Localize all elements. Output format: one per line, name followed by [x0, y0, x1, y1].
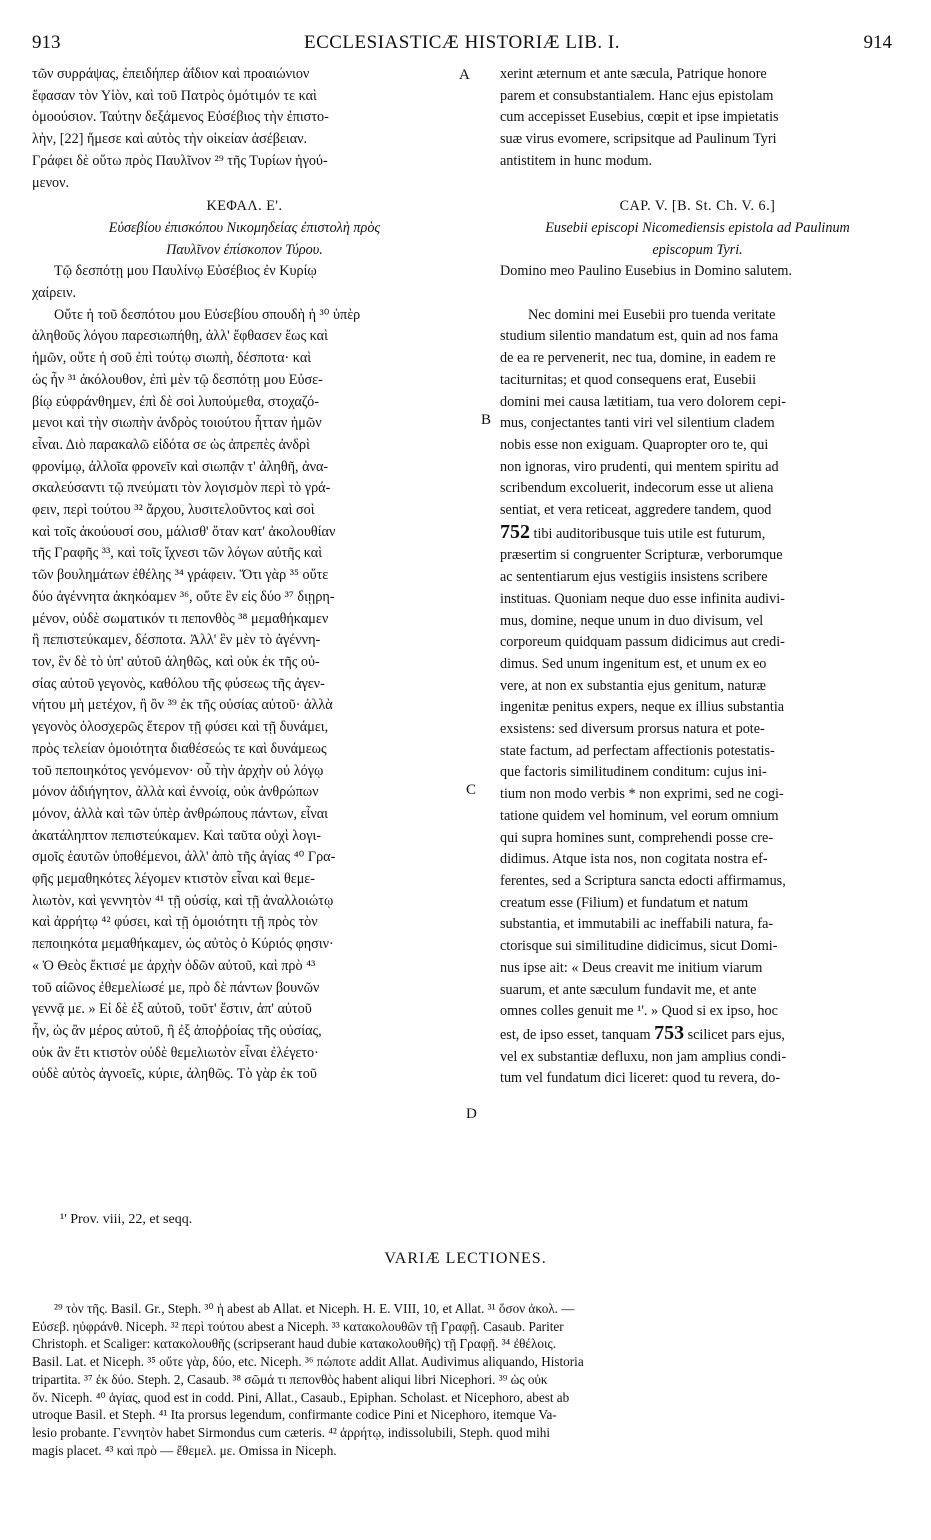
- text-line: que factoris similitudinem conditum: cujus ini-: [500, 764, 767, 781]
- text-line: parem et consubstantialem. Hanc ejus epistolam: [500, 87, 774, 104]
- text-line: γεννᾷ με. » Εἰ δὲ ἐξ αὐτοῦ, τοῦτ' ἔστιν, ἀπ' αὐτοῦ: [32, 1001, 312, 1018]
- text-line: ctorisque sui similitudine didicimus, sicut Domi-: [500, 938, 778, 955]
- text-line: sentiat, et vera reticeat, aggredere tandem, quod: [500, 502, 772, 519]
- text-line: tatione quidem vel hominum, vel eorum omnium: [500, 807, 779, 824]
- text-line: μενον.: [32, 174, 70, 191]
- text-line: ὁμοούσιον. Ταύτην δεξάμενος Εὐσέβιος τὴν ἐπιστο-: [32, 109, 329, 126]
- margin-marker-a: A: [459, 67, 470, 83]
- text-line: qui supra homines sunt, comprehendi posse cre-: [500, 829, 774, 846]
- spacer: [500, 283, 895, 305]
- text-line: tum vel fundatum dici liceret: quod tu revera, do-: [500, 1070, 781, 1087]
- text-line: βίῳ εὐφράνθημεν, ἐπὶ δὲ σοὶ λυπούμεθα, στοχαζό-: [32, 393, 319, 410]
- text-line: ἦν, ὡς ἂν μέρος αὐτοῦ, ἢ ἐξ ἀποῤῥοίας τῆς οὐσίας,: [32, 1022, 322, 1039]
- text-line: ingenitæ penitus expers, neque ex illius substantia: [500, 699, 785, 716]
- text-line: οὐδὲ αὐτὸς ἀγνοεῖς, κύριε, ἀληθῶς. Τὸ γὰρ ἐκ τοῦ: [32, 1066, 317, 1083]
- text-line: δύο ἀγέννητα ἀκηκόαμεν ³⁶, οὔτε ἓν εἰς δύο ³⁷ διῃρη-: [32, 588, 335, 605]
- text-line: πρὸς τελείαν ὁμοιότητα διαθέσεώς τε καὶ δυνάμεως: [32, 740, 327, 757]
- column-number: 752: [500, 521, 530, 543]
- text-line: νήτου μὴ μετέχον, ἢ ὂν ³⁹ ἐκ τῆς οὐσίας αὐτοῦ· ἀλλὰ: [32, 697, 333, 714]
- variae-lectiones: [32, 1300, 902, 1459]
- text-line: mus, domine, neque unum in duo divisum, vel: [500, 612, 764, 629]
- text-line: utroque Basil. et Steph. ⁴¹ Ita prorsus legendum, confirmante codice Pini et Nicephoro, itemque Va-: [32, 1407, 557, 1423]
- text-line: dimus. Sed unum ingenitum est, et unum ex eo: [500, 655, 767, 672]
- text-line: substantia, et immutabili ac ineffabili natura, fa-: [500, 916, 774, 933]
- text-line: φειν, περὶ τούτου ³² ἄρχου, λυσιτελοῦντος καὶ σοὶ: [32, 502, 315, 519]
- text-line: præsertim si congruenter Scripturæ, verborumque: [500, 547, 783, 564]
- spacer: [500, 173, 895, 195]
- text-line: τῶν βουλημάτων ἐθέλης ³⁴ γράφειν. Ὅτι γὰρ ³⁵ οὔτε: [32, 567, 329, 584]
- text-line: τοῦ πεποιηκότος γενόμενον· οὗ τὴν ἀρχὴν οὐ λόγῳ: [32, 762, 324, 779]
- text-line: corporeum quidquam passum didicimus aut credi-: [500, 634, 785, 651]
- text-line: ἔφασαν τὸν Υἱὸν, καὶ τοῦ Πατρὸς ὁμότιμόν τε καὶ: [32, 87, 317, 104]
- text-line: ac sententiarum ejus vestigiis insistens scribere: [500, 569, 768, 586]
- text-line: σμοῖς ἑαυτῶν ὑποθέμενοι, ἀλλ' ἀπὸ τῆς ἁγίας ⁴⁰ Γρα-: [32, 849, 336, 866]
- text-line: studium silentio mandatum est, quin ad nos fama: [500, 328, 779, 345]
- text-line: μένον, οὐδὲ σωματικόν τι πεπονθὸς ³⁸ μεμαθήκαμεν: [32, 610, 329, 627]
- text-line: exsistens: sed diversum prorsus natura et pote-: [500, 721, 765, 738]
- text-line: πεποιηκότα μεμαθήκαμεν, ὡς αὐτὸς ὁ Κύριός φησιν·: [32, 936, 334, 953]
- text-line: μόνον, ἀλλὰ καὶ τῶν ὑπὲρ ἀνθρώπους πάντων, εἶναι: [32, 805, 328, 822]
- greek-body: [32, 305, 457, 1086]
- variae-title: VARIÆ LECTIONES.: [384, 1250, 547, 1267]
- text-line: instituas. Quoniam neque duo esse infinita audivi-: [500, 590, 785, 607]
- text-line: σκαλεύσαντι τῷ πνεύματι τὸν λογισμὸν περὶ τὸ γρά-: [32, 480, 331, 497]
- text-line: μενοι καὶ τὴν σιωπὴν ἀνδρὸς τοιούτου ἧτταν ἡμῶν: [32, 415, 322, 432]
- page-number-left: 913: [32, 32, 61, 53]
- text-line: creatum esse (Filium) et fundatum et natum: [500, 894, 749, 911]
- text-line: ἢ πεπιστεύκαμεν, δέσποτα. Ἀλλ' ἓν μὲν τὸ ἀγέννη-: [32, 632, 321, 649]
- chapter-subtitle-latin: episcopum Tyri.: [652, 241, 743, 258]
- text-line: Γράφει δὲ οὕτω πρὸς Παυλῖνον ²⁹ τῆς Τυρίων ἡγού-: [32, 152, 328, 169]
- text-line: φῆς μεμαθηκότες λέγομεν κτιστὸν εἶναι καὶ θεμε-: [32, 871, 315, 888]
- text-line: cum accepisset Eusebius, cœpit et ipse impietatis: [500, 109, 779, 126]
- text-line: μόνον ἀδιήγητον, ἀλλὰ καὶ ἐννοίᾳ, οὐκ ἀνθρώπων: [32, 784, 319, 801]
- margin-marker-b: B: [481, 412, 492, 428]
- margin-marker-d: D: [466, 1106, 477, 1122]
- text-line: Εὐσεβ. ηὐφράνθ. Niceph. ³² περὶ τούτου abest a Niceph. ³³ κατακολουθῶν τῇ Γραφῇ. Casaub. Pariter: [32, 1318, 564, 1334]
- text-line: magis placet. ⁴³ καὶ πρὸ — ἔθεμελ. με. Omissa in Niceph.: [32, 1442, 337, 1458]
- salutation-latin: Domino meo Paulino Eusebius in Domino salutem.: [500, 263, 793, 280]
- text-line: tium non modo verbis * non exprimi, sed ne cogi-: [500, 786, 784, 803]
- text-line: ἀκατάληπτον πεπιστεύκαμεν. Καὶ ταῦτα οὐχὶ λογι-: [32, 827, 322, 844]
- running-header: [32, 32, 892, 56]
- text-line: τοῦ αἰῶνος ἐθεμελίωσέ με, πρὸ δὲ πάντων βουνῶν: [32, 979, 320, 996]
- text-line: tripartita. ³⁷ ἐκ δύο. Steph. 2, Casaub. ³⁸ σῶμά τι πεπονθὸς habent aliqui libri Nicephori. ³⁹ ὡς οὐκ: [32, 1371, 548, 1387]
- text-line: τον, ἓν δὲ τὸ ὑπ' αὐτοῦ ἀληθῶς, καὶ οὐκ ἐκ τῆς οὐ-: [32, 653, 320, 670]
- text-line: state factum, ad perfectam affectionis potestatis-: [500, 742, 775, 759]
- text-line: ὡς ἦν ³¹ ἀκόλουθον, ἐπὶ μὲν τῷ δεσπότῃ μου Εὐσε-: [32, 371, 323, 388]
- greek-column: [32, 64, 457, 1086]
- text-line: didimus. Atque ista nos, non cogitata nostra ef-: [500, 851, 768, 868]
- text-line: de ea re pervenerit, nec tua, domine, in eadem re: [500, 350, 776, 367]
- chapter-subtitle-latin: Eusebii episcopi Nicomediensis epistola ad Paulinum: [545, 219, 850, 236]
- text-line: nus ipse ait: « Deus creavit me initium viarum: [500, 959, 763, 976]
- page-number-right: 914: [863, 32, 892, 53]
- text-line: τῆς Γραφῆς ³³, καὶ τοῖς ἴχνεσι τῶν λόγων αὐτῆς καὶ: [32, 545, 323, 562]
- text-line: γεγονὸς ὁλοσχερῶς ἕτερον τῇ φύσει καὶ τῇ δυνάμει,: [32, 719, 329, 736]
- text-line: καὶ ἀρρήτῳ ⁴² φύσει, καὶ τῇ ὁμοιότητι τῇ πρὸς τὸν: [32, 914, 318, 931]
- text-line: vere, at non ex substantia ejus genitum, naturæ: [500, 677, 766, 694]
- text-line: ἡμῶν, οὔτε ἡ σοῦ ἐπὶ τούτῳ σιωπὴ, δέσποτα· καὶ: [32, 350, 312, 367]
- text-line: καὶ τοῖς ἀκούουσί σου, μάλισθ' ὅταν κατ' ἀκολουθίαν: [32, 523, 336, 540]
- text-line: « Ὁ Θεὸς ἔκτισέ με ἀρχὴν ὁδῶν αὐτοῦ, καὶ πρὸ ⁴³: [32, 957, 316, 974]
- chapter-subtitle-greek: Εὐσεβίου ἐπισκόπου Νικομηδείας ἐπιστολὴ πρὸς: [108, 219, 381, 236]
- footnote: ¹' Prov. viii, 22, et seqq.: [60, 1212, 193, 1227]
- text-line: suæ virus evomere, scripsitque ad Paulinum Tyri: [500, 131, 777, 148]
- column-number: 753: [654, 1022, 685, 1044]
- text-line: φρονίμῳ, ἀλλοῖα φρονεῖν καὶ σιωπᾷν τ' ἀληθῆ, ἀνα-: [32, 458, 329, 475]
- margin-marker-c: C: [466, 782, 477, 798]
- text-line: non ignoras, viro prudenti, qui mentem spiritu ad: [500, 458, 779, 475]
- text-line: antistitem in hunc modum.: [500, 152, 653, 169]
- salutation-greek: Τῷ δεσπότῃ μου Παυλίνῳ Εὐσέβιος ἐν Κυρίῳ: [54, 263, 317, 280]
- text-line: suarum, et ante sæculum fundavit me, et ante: [500, 981, 757, 998]
- text-line: lesio probante. Γεννητὸν habet Sirmondus cum cæteris. ⁴² ἀρρήτῳ, indissolubili, Steph. quod mihi: [32, 1424, 551, 1440]
- text-line: scribendum excoluerit, indecorum esse ut aliena: [500, 480, 774, 497]
- text-line: ἀληθοῦς λόγου παρεσιωπήθη, ἀλλ' ἔφθασεν ἕως καὶ: [32, 328, 328, 345]
- text-line: Nec domini mei Eusebii pro tuenda veritate: [528, 306, 776, 323]
- text-line: Basil. Lat. et Niceph. ³⁵ οὔτε γὰρ, δύο, etc. Niceph. ³⁶ πώποτε addit Allat. Audivimus aliquando, Historia: [32, 1354, 584, 1370]
- running-title: ECCLESIASTICÆ HISTORIÆ LIB. I.: [303, 32, 621, 53]
- text-line: taciturnitas; et quod consequens erat, Eusebii: [500, 371, 757, 388]
- text-line: vel ex substantiæ defluxu, non jam amplius condi-: [500, 1048, 787, 1065]
- text-line: ²⁹ τὸν τῆς. Basil. Gr., Steph. ³⁰ ἡ abest ab Allat. et Niceph. H. E. VIII, 10, et Allat. ³¹ ὅσον ἀκολ. —: [54, 1301, 575, 1316]
- chapter-heading-latin: CAP. V. [B. St. Ch. V. 6.]: [619, 198, 776, 215]
- chapter-subtitle-greek: Παυλῖνον ἐπίσκοπον Τύρου.: [166, 241, 323, 258]
- text-line: λιωτὸν, καὶ γεννητὸν ⁴¹ τῇ οὐσίᾳ, καὶ τῇ ἀναλλοιώτῳ: [32, 892, 334, 909]
- chapter-heading-greek: ΚΕΦΑΛ. Ε'.: [206, 198, 283, 215]
- text-line: Οὔτε ἡ τοῦ δεσπότου μου Εὐσεβίου σπουδὴ ἡ ³⁰ ὑπὲρ: [54, 306, 361, 323]
- text-line: xerint æternum et ante sæcula, Patrique honore: [500, 66, 767, 82]
- latin-body: [500, 305, 895, 1090]
- text-line: Christoph. et Scaliger: κατακολουθῆς (scripserant haud dubie κατακολουθῆς) τῇ Γραφῇ. ³⁴ ἐθέλοις.: [32, 1336, 557, 1352]
- text-line: nobis esse non exiguam. Quapropter oro te, qui: [500, 436, 769, 453]
- text-line: mus, conjectantes tanti viri vel silentium cladem: [500, 415, 775, 432]
- text-line: est, de ipso esset, tanquam 753 scilicet pars ejus,: [500, 1022, 785, 1044]
- text-line: λὴν, [22] ἤμεσε καὶ αὐτὸς τὴν οἰκείαν ἀσέβειαν.: [32, 131, 308, 148]
- text-line: σίας αὐτοῦ γεγονὸς, καθόλου τῆς φύσεως τῆς ἀγεν-: [32, 675, 325, 692]
- text-line: ferentes, sed a Scriptura sancta edocti affirmamus,: [500, 872, 786, 889]
- text-line: domini mei causa lætitiam, tua vero dolorem cepi-: [500, 393, 787, 410]
- text-line: ὄν. Niceph. ⁴⁰ ἁγίας, quod est in codd. Pini, Allat., Casaub., Epiphan. Scholast. et Nicephoro, abest ab: [32, 1389, 570, 1405]
- text-line: τῶν συρράψας, ἐπειδήπερ ἀΐδιον καὶ προαιώνιον: [32, 66, 310, 82]
- text-line: οὐκ ἂν ἔτι κτιστὸν οὐδὲ θεμελιωτὸν εἶναι ἐλέγετο·: [32, 1044, 319, 1061]
- salutation-greek: χαίρειν.: [32, 285, 77, 302]
- text-line: εἶναι. Διὸ παρακαλῶ εἰδότα σε ὡς ἀπρεπὲς ἀνδρὶ: [32, 436, 310, 453]
- latin-column: [500, 64, 895, 1090]
- text-line: omnes colles genuit me ¹'. » Quod si ex ipso, hoc: [500, 1003, 778, 1020]
- text-line: 752 tibi auditoribusque tuis utile est futurum,: [500, 521, 766, 543]
